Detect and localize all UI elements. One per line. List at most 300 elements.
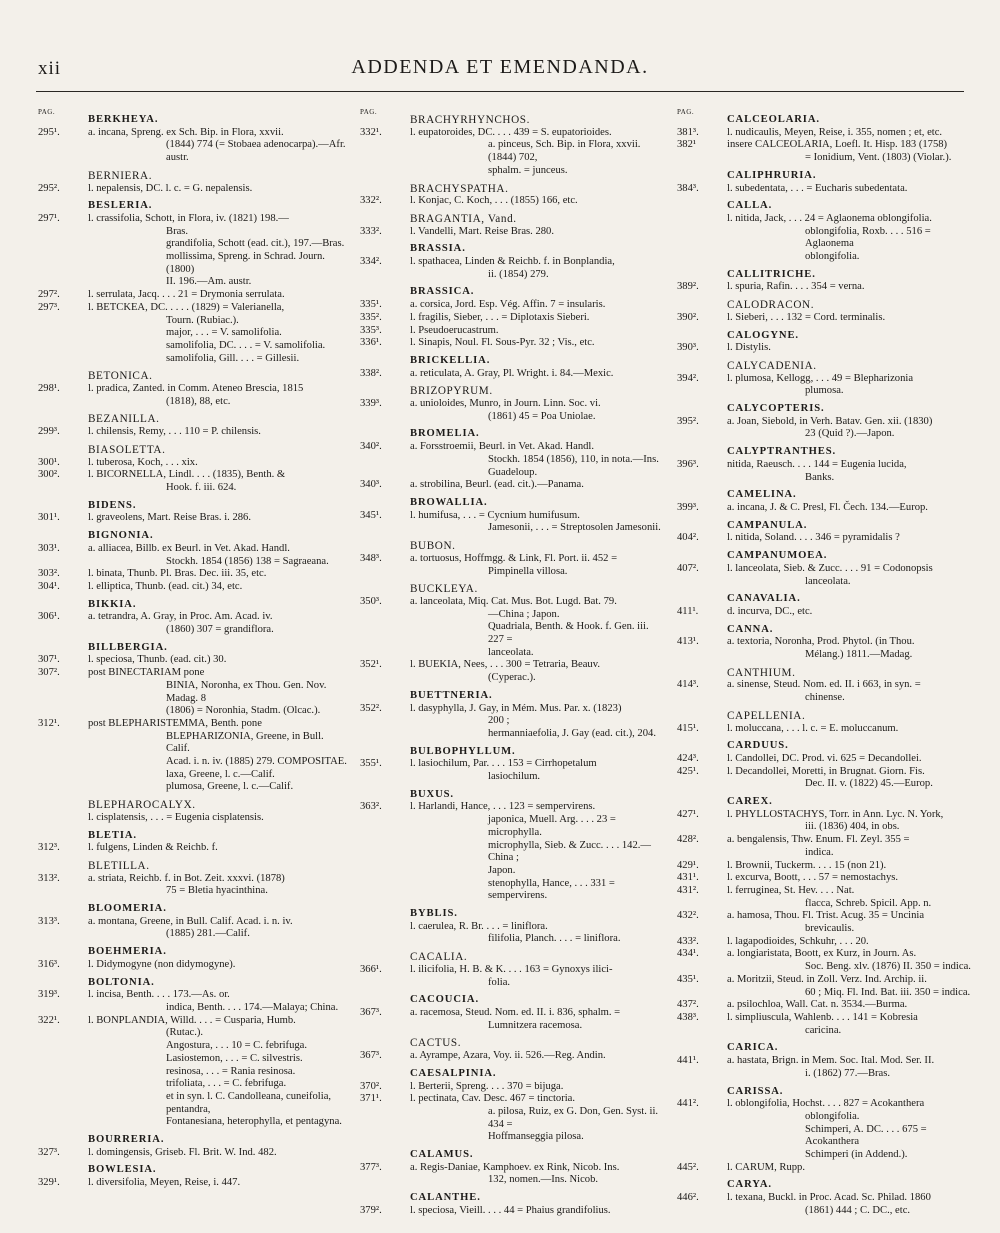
entry — [677, 563, 977, 588]
page-reference: 390³. — [677, 342, 699, 354]
entry — [360, 921, 664, 946]
page-reference: 437². — [677, 999, 699, 1011]
genus-heading: CARISSA. — [727, 1085, 784, 1097]
entry — [360, 703, 664, 741]
entry — [38, 426, 350, 439]
entry-line: oblongifolia, Roxb. . . . 516 = Aglaonema — [805, 225, 931, 250]
entry-line: l. Decandollei, Moretti, in Brugnat. Giorn. Fis. — [727, 765, 925, 777]
page-reference: 335³. — [360, 324, 382, 336]
entry-line: l. BUEKIA, Nees, . . . 300 = Tetraria, Beauv. — [410, 659, 600, 671]
entry-line: 75 = Bletia hyacinthina. — [166, 885, 268, 897]
entry — [360, 299, 664, 312]
entry-line: l. diversifolia, Meyen, Reise, i. 447. — [88, 1177, 241, 1189]
genus-heading: BYBLIS. — [410, 908, 458, 920]
page-reference: 340³. — [360, 479, 382, 491]
genus-heading: CALAMUS. — [410, 1149, 474, 1161]
genus-heading: BRACHYRHYNCHOS. — [410, 114, 530, 126]
page-reference: 345¹. — [360, 509, 382, 521]
entry — [38, 1177, 350, 1190]
entry-line: Schimperi, A. DC. . . . 675 = Acokanthera — [805, 1123, 927, 1148]
entry — [38, 959, 350, 972]
page-reference: 299³. — [38, 426, 60, 438]
entry — [360, 553, 664, 578]
entry-line: Angostura, . . . 10 = C. febrifuga. — [166, 1040, 308, 1052]
entry-line: l. Pseudoerucastrum. — [410, 324, 499, 336]
entry-line: a. Regis-Daniae, Kamphoev. ex Rink, Nicob. Ins. — [410, 1161, 620, 1173]
entry-line: l. caerulea, R. Br. . . . = liniflora. — [410, 920, 548, 932]
entry-line: samolifolia, DC. . . . = V. samolifolia. — [166, 339, 326, 351]
genus-heading: CALANTHE. — [410, 1192, 481, 1204]
entry — [677, 459, 977, 484]
entry-line: a. striata, Reichb. f. in Bot. Zeit. xxxvi. (1878) — [88, 872, 285, 884]
page-reference: 441¹. — [677, 1055, 699, 1067]
genus-heading: CARYA. — [727, 1179, 772, 1191]
column-3 — [677, 106, 977, 1218]
page-reference: 352¹. — [360, 659, 382, 671]
entry — [38, 213, 350, 289]
entry — [360, 398, 664, 423]
entry-line: brevicaulis. — [805, 923, 855, 935]
entry-line: Japon. — [488, 864, 516, 876]
genus-heading: CAMELINA. — [727, 489, 797, 501]
genus-heading: BIGNONIA. — [88, 530, 154, 542]
page-reference: 297³. — [38, 301, 60, 313]
entry — [360, 596, 664, 660]
genus-heading: BUETTNERIA. — [410, 689, 493, 701]
genus-heading: BLETIA. — [88, 829, 137, 841]
entry-line: l. fragilis, Sieber, . . . = Diplotaxis Sieberi. — [410, 311, 590, 323]
entry — [38, 667, 350, 718]
column-header: PAG. — [677, 108, 695, 116]
entry — [677, 342, 977, 355]
entry — [677, 679, 977, 704]
page-reference: 399³. — [677, 501, 699, 513]
genus-heading: CALLA. — [727, 200, 773, 212]
entry-line: a. racemosa, Steud. Nom. ed. II. i. 836, sphalm. = — [410, 1007, 621, 1018]
entry-line: resinosa, . . . = Rania resinosa. — [166, 1065, 296, 1077]
entry-line: Pimpinella villosa. — [488, 565, 568, 577]
entry-line: l. excurva, Boott, . . . 57 = nemostachys. — [727, 872, 899, 884]
entry-line: l. nepalensis, DC. l. c. = G. nepalensis. — [88, 182, 253, 194]
genus-heading: CANTHIUM. — [727, 666, 796, 679]
entry-line: Banks. — [805, 471, 835, 483]
entry-line: BINIA, Noronha, ex Thou. Gen. Nov. Madag. 8 — [166, 679, 327, 704]
entry-line: l. nitida, Soland. . . . 346 = pyramidalis ? — [727, 532, 900, 544]
entry-line: Jamesonii, . . . = Streptosolen Jamesonii. — [488, 522, 661, 534]
genus-heading: BRICKELLIA. — [410, 354, 491, 366]
entry-line: post BINECTARIAM pone — [88, 667, 205, 679]
page-reference: 334². — [360, 256, 382, 268]
entry-line: (1806) = Noronhia, Stadm. (Olcac.). — [166, 705, 321, 717]
entry — [677, 1098, 977, 1162]
entry — [360, 1050, 664, 1063]
page-reference: 336¹. — [360, 337, 382, 349]
entry-line: hermanniaefolia, J. Gay (ead. cit.), 204. — [488, 727, 656, 739]
entry-line: l. plumosa, Kellogg, . . . 49 = Blepharizonia — [727, 372, 914, 384]
entry-line: BLEPHARIZONIA, Greene, in Bull. Calif. — [166, 730, 324, 755]
entry-line: Lasiostemon, . . . = C. silvestris. — [166, 1052, 303, 1064]
entry-line: (Rutac.). — [166, 1027, 204, 1039]
entry — [38, 916, 350, 941]
entry — [677, 723, 977, 736]
page-reference: 427¹. — [677, 808, 699, 820]
page-reference: 413¹. — [677, 636, 699, 648]
entry — [677, 936, 977, 949]
entry-line: a. pinceus, Sch. Bip. in Flora, xxvii. (1844) 702, — [488, 139, 641, 164]
entry — [360, 337, 664, 350]
entry — [677, 910, 977, 935]
entry — [677, 999, 977, 1012]
entry-line: l. crassifolia, Schott, in Flora, iv. (1821) 198.— — [88, 212, 289, 224]
entry-line: l. lagapodioides, Schkuhr, . . . 20. — [727, 935, 869, 947]
entry-line: i. (1862) 77.—Bras. — [805, 1067, 891, 1079]
entry-line: a. lanceolata, Miq. Cat. Mus. Bot. Lugd. Bat. 79. — [410, 595, 617, 607]
page-reference: 414³. — [677, 679, 699, 691]
entry-line: insere CALCEOLARIA, Loefl. It. Hisp. 183 (1758) — [727, 139, 948, 151]
page-reference: 432². — [677, 910, 699, 922]
entry-line: (Cyperac.). — [488, 672, 536, 684]
entry-line: Guadeloup. — [488, 466, 538, 478]
page-reference: 300¹. — [38, 456, 60, 468]
entry-line: l. speciosa, Thunb. (ead. cit.) 30. — [88, 654, 227, 666]
entry — [677, 139, 977, 164]
entry-line: l. Brownii, Tuckerm. . . . 15 (non 21). — [727, 859, 887, 871]
entry-line: 200 ; — [488, 715, 510, 727]
entry-line: l. Konjac, C. Koch, . . . (1855) 166, etc. — [410, 195, 578, 207]
page-reference: 435¹. — [677, 973, 699, 985]
page-reference: 446². — [677, 1192, 699, 1204]
entry-line: a. Ayrampe, Azara, Voy. ii. 526.—Reg. Andin. — [410, 1050, 606, 1062]
entry-line: (1860) 307 = grandiflora. — [166, 624, 274, 636]
genus-heading: CAREX. — [727, 796, 773, 808]
entry-line: Dec. II. v. (1822) 45.—Europ. — [805, 778, 933, 790]
page-reference: 306¹. — [38, 611, 60, 623]
entry — [677, 213, 977, 264]
entry — [677, 532, 977, 545]
entry-line: 60 ; Miq. Fl. Ind. Bat. iii. 350 = indica. — [805, 986, 971, 998]
page-reference: 316³. — [38, 958, 60, 970]
page-reference: 445². — [677, 1161, 699, 1173]
entry-line: laxa, Greene, l. c.—Calif. — [166, 768, 275, 780]
entry — [38, 812, 350, 825]
genus-heading: BULBOPHYLLUM. — [410, 745, 516, 757]
entry — [38, 654, 350, 667]
genus-heading: CAMPANULA. — [727, 519, 808, 531]
page-reference: 332². — [360, 195, 382, 207]
entry — [360, 801, 664, 903]
entry-line: l. eupatoroides, DC. . . . 439 = S. eupatorioides. — [410, 126, 612, 138]
running-title: ADDENDA ET EMENDANDA. — [351, 56, 649, 78]
entry-line: a. incana, Spreng. ex Sch. Bip. in Flora, xxvii. — [88, 126, 284, 138]
genus-heading: BOLTONIA. — [88, 976, 155, 988]
entry — [38, 568, 350, 581]
genus-heading: BRIZOPYRUM. — [410, 385, 493, 398]
entry-line: folia. — [488, 976, 511, 988]
entry-line: l. BETCKEA, DC. . . . . (1829) = Valerianella, — [88, 301, 285, 313]
entry — [677, 885, 977, 910]
genus-heading: CACALIA. — [410, 951, 468, 964]
page-reference: 332¹. — [360, 126, 382, 138]
page-reference: 363². — [360, 801, 382, 813]
entry-line: l. ilicifolia, H. B. & K. . . . 163 = Gynoxys ilici- — [410, 963, 613, 975]
entry — [360, 256, 664, 281]
entry-line: a. sinense, Steud. Nom. ed. II. i 663, in syn. = — [727, 679, 921, 691]
entry-line: plumosa, Greene, l. c.—Calif. — [166, 781, 294, 793]
genus-heading: BRASSICA. — [410, 286, 475, 298]
entry-line: plumosa. — [805, 385, 844, 397]
entry-line: l. simpliuscula, Wahlenb. . . . 141 = Kobresia — [727, 1012, 918, 1023]
page-reference: 298¹. — [38, 383, 60, 395]
entry-line: l. graveolens, Mart. Reise Bras. i. 286. — [88, 512, 251, 524]
entry — [38, 1015, 350, 1129]
page-reference: 303¹. — [38, 542, 60, 554]
entry-line: l. Candollei, DC. Prod. vi. 625 = Decandollei. — [727, 752, 922, 764]
entry-line: post BLEPHARISTEMMA, Benth. pone — [88, 717, 262, 729]
entry — [38, 581, 350, 594]
entry-line: lanceolata. — [805, 575, 851, 587]
entry-line: a. bengalensis, Thw. Enum. Fl. Zeyl. 355 = — [727, 834, 910, 846]
entry-line: l. PHYLLOSTACHYS, Torr. in Ann. Lyc. N. York, — [727, 808, 944, 820]
entry — [360, 964, 664, 989]
entry-line: l. BONPLANDIA, Willd. . . . = Cusparia, Humb. — [88, 1014, 296, 1026]
entry-line: a. corsica, Jord. Esp. Vég. Affin. 7 = insularis. — [410, 299, 606, 311]
entry — [360, 441, 664, 479]
entry-line: l. lasiochilum, Par. . . . 153 = Cirrhopetalum — [410, 758, 597, 770]
genus-heading: BLEPHAROCALYX. — [88, 799, 196, 812]
entry-line: austr. — [166, 152, 189, 164]
entry-line: l. Distylis. — [727, 342, 771, 354]
genus-heading: CALYCOPTERIS. — [727, 403, 825, 415]
entry — [677, 502, 977, 515]
entry-line: Fontanesiana, heterophylla, et pentagyna. — [166, 1116, 342, 1128]
page-reference: 433². — [677, 935, 699, 947]
entry-line: 23 (Quid ?).—Japon. — [805, 428, 895, 440]
entry-line: a. psilochloa, Wall. Cat. n. 3534.—Burma. — [727, 999, 908, 1011]
page-reference: 395². — [677, 415, 699, 427]
entry — [360, 1007, 664, 1032]
entry-line: l. subedentata, . . . = Eucharis subedentata. — [727, 182, 908, 194]
page-reference: 379². — [360, 1204, 382, 1216]
page-reference: 431². — [677, 884, 699, 896]
entry-line: l. binata, Thunb. Pl. Bras. Dec. iii. 35, etc. — [88, 568, 267, 580]
entry — [360, 659, 664, 684]
genus-heading: CACOUCIA. — [410, 994, 480, 1006]
entry-line: l. tuberosa, Koch, . . . xix. — [88, 456, 198, 468]
entry-line: l. elliptica, Thunb. (ead. cit.) 34, etc. — [88, 580, 243, 592]
entry — [360, 312, 664, 325]
page-reference: 350³. — [360, 595, 382, 607]
entry-line: l. domingensis, Griseb. Fl. Brit. W. Ind. 482. — [88, 1146, 277, 1158]
entry-line: a. tetrandra, A. Gray, in Proc. Am. Acad. iv. — [88, 611, 273, 623]
entry-line: caricina. — [805, 1024, 842, 1036]
entry-line: l. fulgens, Linden & Reichb. f. — [88, 842, 218, 854]
genus-heading: CALCEOLARIA. — [727, 114, 820, 125]
entry-line: a. tortuosus, Hoffmgg. & Link, Fl. Port. ii. 452 = — [410, 552, 618, 564]
entry-line: iii. (1836) 404, in obs. — [805, 821, 900, 833]
genus-heading: BEZANILLA. — [88, 413, 160, 426]
page-reference: 295². — [38, 182, 60, 194]
entry-line: (1885) 281.—Calif. — [166, 928, 250, 940]
page-reference: 371¹. — [360, 1093, 382, 1105]
entry — [677, 416, 977, 441]
page-header — [0, 0, 1000, 90]
entry-line: l. nitida, Jack, . . . 24 = Aglaonema oblongifolia. — [727, 212, 932, 224]
entry — [677, 872, 977, 885]
entry-line: lasiochilum. — [488, 771, 541, 783]
genus-heading: BETONICA. — [88, 370, 153, 383]
entry-line: mollissima, Spreng. in Schrad. Journ. (1800) — [166, 251, 325, 275]
page-reference: 300². — [38, 469, 60, 481]
page-reference: 382¹ — [677, 139, 697, 151]
entry — [38, 718, 350, 794]
entry-line: a. hamosa, Thou. Fl. Trist. Acug. 35 = Uncinia — [727, 910, 925, 922]
entry-line: (1861) 444 ; C. DC., etc. — [805, 1204, 911, 1216]
entry — [38, 543, 350, 568]
page-reference: 394². — [677, 372, 699, 384]
entry-line: oblongifolia. — [805, 1110, 860, 1122]
entry-line: nitida, Raeusch. . . . 144 = Eugenia lucida, — [727, 458, 907, 470]
genus-heading: BOEHMERIA. — [88, 946, 167, 958]
entry — [677, 974, 977, 999]
page-reference: 396³. — [677, 458, 699, 470]
entry-line: ii. (1854) 279. — [488, 268, 549, 280]
entry — [360, 1081, 664, 1094]
genus-heading: BUBON. — [410, 540, 456, 553]
genus-heading: BOURRERIA. — [88, 1134, 165, 1146]
entry — [38, 302, 350, 366]
entry-line: l. BICORNELLA, Lindl. . . . (1835), Benth. & — [88, 469, 286, 481]
entry-line: = Ionidium, Vent. (1803) (Violar.). — [805, 152, 952, 164]
entry-line: flacca, Schreb. Spicil. App. n. — [805, 897, 932, 909]
entry-line: a. strobilina, Beurl. (ead. cit.).—Panama. — [410, 479, 584, 491]
entry — [677, 766, 977, 791]
entry-line: l. dasyphylla, J. Gay, in Mém. Mus. Par. x. (1823) — [410, 702, 622, 714]
entry-line: l. Harlandi, Hance, . . . 123 = sempervirens. — [410, 801, 596, 813]
entry — [38, 842, 350, 855]
entry-line: (1861) 45 = Poa Uniolae. — [488, 410, 596, 422]
page-reference: 384³. — [677, 182, 699, 194]
page-reference: 429¹. — [677, 859, 699, 871]
entry-line: l. Berterii, Spreng. . . . 370 = bijuga. — [410, 1080, 564, 1092]
genus-heading: CALIPHRURIA. — [727, 169, 817, 181]
genus-heading: CARICA. — [727, 1042, 779, 1054]
entry-line: l. speciosa, Vieill. . . . 44 = Phaius grandifolius. — [410, 1204, 611, 1216]
entry-line: a. unioloides, Munro, in Journ. Linn. Soc. vi. — [410, 398, 601, 410]
entry — [360, 479, 664, 492]
page-reference: 377³. — [360, 1161, 382, 1173]
entry-line: Hoffmanseggia pilosa. — [488, 1131, 584, 1143]
page-reference: 390². — [677, 311, 699, 323]
column-1 — [38, 106, 350, 1190]
entry-line: grandifolia, Schott (ead. cit.), 197.—Bras. — [166, 238, 345, 250]
genus-heading: CARDUUS. — [727, 740, 789, 752]
genus-heading: BESLERIA. — [88, 200, 153, 212]
entry-line: l. Didymogyne (non didymogyne). — [88, 958, 236, 970]
page-reference: 333². — [360, 225, 382, 237]
page-reference: 312¹. — [38, 717, 60, 729]
page-reference: 307¹. — [38, 654, 60, 666]
page-reference: 424³. — [677, 752, 699, 764]
entry-line: a. incana, J. & C. Presl, Fl. Čech. 134.—Europ. — [727, 501, 928, 513]
page-reference: 411¹. — [677, 605, 699, 617]
entry-line: et in syn. l. C. Candolleana, cuneifolia, pentandra, — [166, 1090, 332, 1115]
entry — [677, 860, 977, 873]
entry-line: a. hastata, Brign. in Mem. Soc. Ital. Mod. Ser. II. — [727, 1055, 935, 1067]
genus-heading: CAESALPINIA. — [410, 1067, 497, 1079]
entry-line: l. Sinapis, Noul. Fl. Sous-Pyr. 32 ; Vis., etc. — [410, 337, 595, 349]
entry-line: d. incurva, DC., etc. — [727, 605, 813, 617]
genus-heading: BUXUS. — [410, 788, 454, 800]
page-reference: 381³. — [677, 126, 699, 138]
entry — [677, 373, 977, 398]
genus-heading: BILLBERGIA. — [88, 641, 168, 653]
entry-line: Tourn. (Rubiac.). — [166, 314, 239, 326]
genus-heading: CAMPANUMOEA. — [727, 550, 828, 562]
page-reference: 307². — [38, 667, 60, 679]
page-reference: 301¹. — [38, 512, 60, 524]
entry-line: l. cisplatensis, . . . = Eugenia cisplatensis. — [88, 811, 264, 823]
entry-line: oblongifolia. — [805, 251, 860, 263]
entry-line: Quadriala, Benth. & Hook. f. Gen. iii. 227 = — [488, 621, 649, 646]
page-reference: 352². — [360, 702, 382, 714]
genus-heading: BIKKIA. — [88, 598, 137, 610]
entry-line: II. 196.—Am. austr. — [166, 276, 252, 288]
page-reference: 338². — [360, 367, 382, 379]
entry-line: l. pectinata, Cav. Desc. 467 = tinctoria. — [410, 1093, 576, 1105]
entry-line: l. chilensis, Remy, . . . 110 = P. chilensis. — [88, 426, 261, 438]
genus-heading: BIASOLETTA. — [88, 443, 166, 456]
entry-line: a. Moritzii, Steud. in Zoll. Verz. Ind. Archip. ii. — [727, 973, 927, 985]
entry-line: samolifolia, Gill. . . . = Gillesii. — [166, 352, 300, 364]
page-reference: 434¹. — [677, 948, 699, 960]
entry-line: l. Vandelli, Mart. Reise Bras. 280. — [410, 225, 554, 237]
entry-line: sphalm. = junceus. — [488, 164, 568, 176]
page-reference: 322¹. — [38, 1014, 60, 1026]
entry — [38, 1147, 350, 1160]
entry-line: l. texana, Buckl. in Proc. Acad. Sc. Philad. 1860 — [727, 1192, 931, 1204]
page-reference: 367³. — [360, 1050, 382, 1062]
entry-line: a. reticulata, A. Gray, Pl. Wright. i. 84.—Mexic. — [410, 367, 614, 379]
genus-heading: BRACHYSPATHA. — [410, 182, 509, 195]
column-header: PAG. — [360, 108, 378, 116]
genus-heading: CAPELLENIA. — [727, 709, 806, 722]
entry-line: a. alliacea, Billb. ex Beurl. in Vet. Akad. Handl. — [88, 542, 290, 554]
entry-line: a. textoria, Noronha, Prod. Phytol. (in Thou. — [727, 636, 915, 648]
header-rule — [36, 91, 964, 92]
genus-heading: BUCKLEYA. — [410, 583, 478, 596]
entry — [677, 183, 977, 196]
entry — [677, 281, 977, 294]
genus-heading: CALOGYNE. — [727, 329, 799, 341]
entry-line: l. incisa, Benth. . . . 173.—As. or. — [88, 989, 230, 1001]
entry-line: l. CARUM, Rupp. — [727, 1161, 805, 1173]
entry — [677, 636, 977, 661]
page-reference: 404². — [677, 532, 699, 544]
entry-line: Lumnitzera racemosa. — [488, 1019, 583, 1031]
entry-line: l. serrulata, Jacq. . . . 21 = Drymonia serrulata. — [88, 289, 285, 301]
page-reference: 329¹. — [38, 1177, 60, 1189]
genus-heading: BRASSIA. — [410, 243, 466, 255]
entry — [677, 834, 977, 859]
page-reference: 438³. — [677, 1012, 699, 1023]
page-reference: 312³. — [38, 842, 60, 854]
entry-line: microphylla, Sieb. & Zucc. . . . 142.—China ; — [488, 839, 651, 864]
entry-line: chinense. — [805, 692, 845, 704]
entry-line: l. spuria, Rafin. . . . 354 = verna. — [727, 281, 865, 293]
entry-line: japonica, Muell. Arg. . . . 23 = microphylla. — [488, 814, 616, 838]
entry-line: l. pradica, Zanted. in Comm. Ateneo Brescia, 1815 — [88, 383, 304, 395]
entry-line: (1818), 88, etc. — [166, 395, 231, 407]
